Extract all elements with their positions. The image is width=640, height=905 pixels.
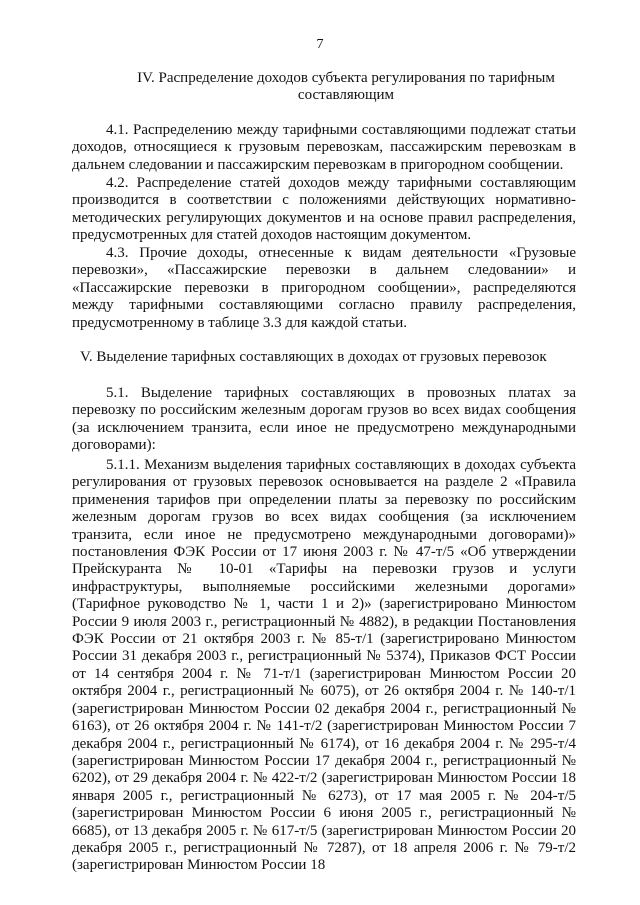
paragraph-4-3 — [72, 245, 576, 332]
paragraph-text: 4.2. Распределение статей доходов между тарифными составляющим производится в соответствии с положениями действующих нормативно-методических регулирующих документов и на основе правил распределения, предусмотренных для статей доходов настоящим документом. — [72, 175, 576, 244]
paragraph-text: 4.1. Распределению между тарифными составляющими подлежат статьи доходов, относящиеся к грузовым перевозкам, пассажирским перевозкам в дальнем следовании и пассажирским перевозкам в пригородном сообщении. — [72, 122, 576, 173]
section-heading-v: V. Выделение тарифных составляющих в доходах от грузовых перевозок — [80, 349, 547, 365]
section-heading-iv: IV. Распределение доходов субъекта регулирования по тарифным составляющим — [137, 70, 555, 104]
paragraph-text: 5.1.1. Механизм выделения тарифных составляющих в доходах субъекта регулирования от грузовых перевозок основывается на разделе 2 «Правила применения тарифов при определении платы за перевозку по российским железным дорогам грузов во всех видах сообщения (за исключением транзита, если иное не предусмотрено международными договорами)» постановления ФЭК России от 17 июня 2003 г. № 47-т/5 «Об утверждении Прейскуранта № 10-01 «Тарифы на перевозки грузов и услуги инфраструктуры, выполняемые российскими железными дорогами» (Тарифное руководство № 1, части 1 и 2)» (зарегистрировано Минюстом России 9 июля 2003 г., регистрационный № 4882), в редакции Постановления ФЭК России от 21 октября 2003 г. № 85-т/1 (зарегистрировано Минюстом России 31 декабря 2003 г., регистрационный № 5374), Приказов ФСТ России от 14 сентября 2004 г. № 71-т/1 (зарегистрирован Минюстом России 20 октября 2004 г., регистрационный № 6075), от 26 октября 2004 г. № 140-т/1 (зарегистрирован Минюстом России 02 декабря 2004 г., регистрационный № 6163), от 26 октября 2004 г. № 141-т/2 (зарегистрирован Минюстом России 7 декабря 2004 г., регистрационный № 6174), от 16 декабря 2004 г. № 295-т/4 (зарегистрирован Минюстом России 17 декабря 2004 г., регистрационный № 6202), от 29 декабря 2004 г. № 422-т/2 (зарегистрирован Минюстом России 18 января 2005 г., регистрационный № 6273), от 17 мая 2005 г. № 204-т/5 (зарегистрирован Минюстом России 6 июня 2005 г., регистрационный № 6685), от 13 декабря 2005 г. № 617-т/5 (зарегистрирован Минюстом России 20 декабря 2005 г., регистрационный № 7287), от 18 апреля 2006 г. № 79-т/2 (зарегистрирован Минюстом России 18 — [72, 457, 576, 874]
paragraph-text: 5.1. Выделение тарифных составляющих в провозных платах за перевозку по российским железным дорогам грузов во всех видах сообщения (за исключением транзита, если иное не предусмотрено международными договорами): — [72, 385, 576, 454]
page-number: 7 — [316, 37, 324, 52]
paragraph-5-1-1 — [72, 457, 576, 875]
paragraph-5-1 — [72, 385, 576, 455]
paragraph-4-2 — [72, 175, 576, 245]
paragraph-4-1 — [72, 122, 576, 174]
paragraph-text: 4.3. Прочие доходы, отнесенные к видам деятельности «Грузовые перевозки», «Пассажирские перевозки в дальнем следовании» и «Пассажирские перевозки в пригородном сообщении», распределяются между тарифными составляющими согласно правилу распределения, предусмотренному в таблице 3.3 для каждой статьи. — [72, 245, 576, 331]
